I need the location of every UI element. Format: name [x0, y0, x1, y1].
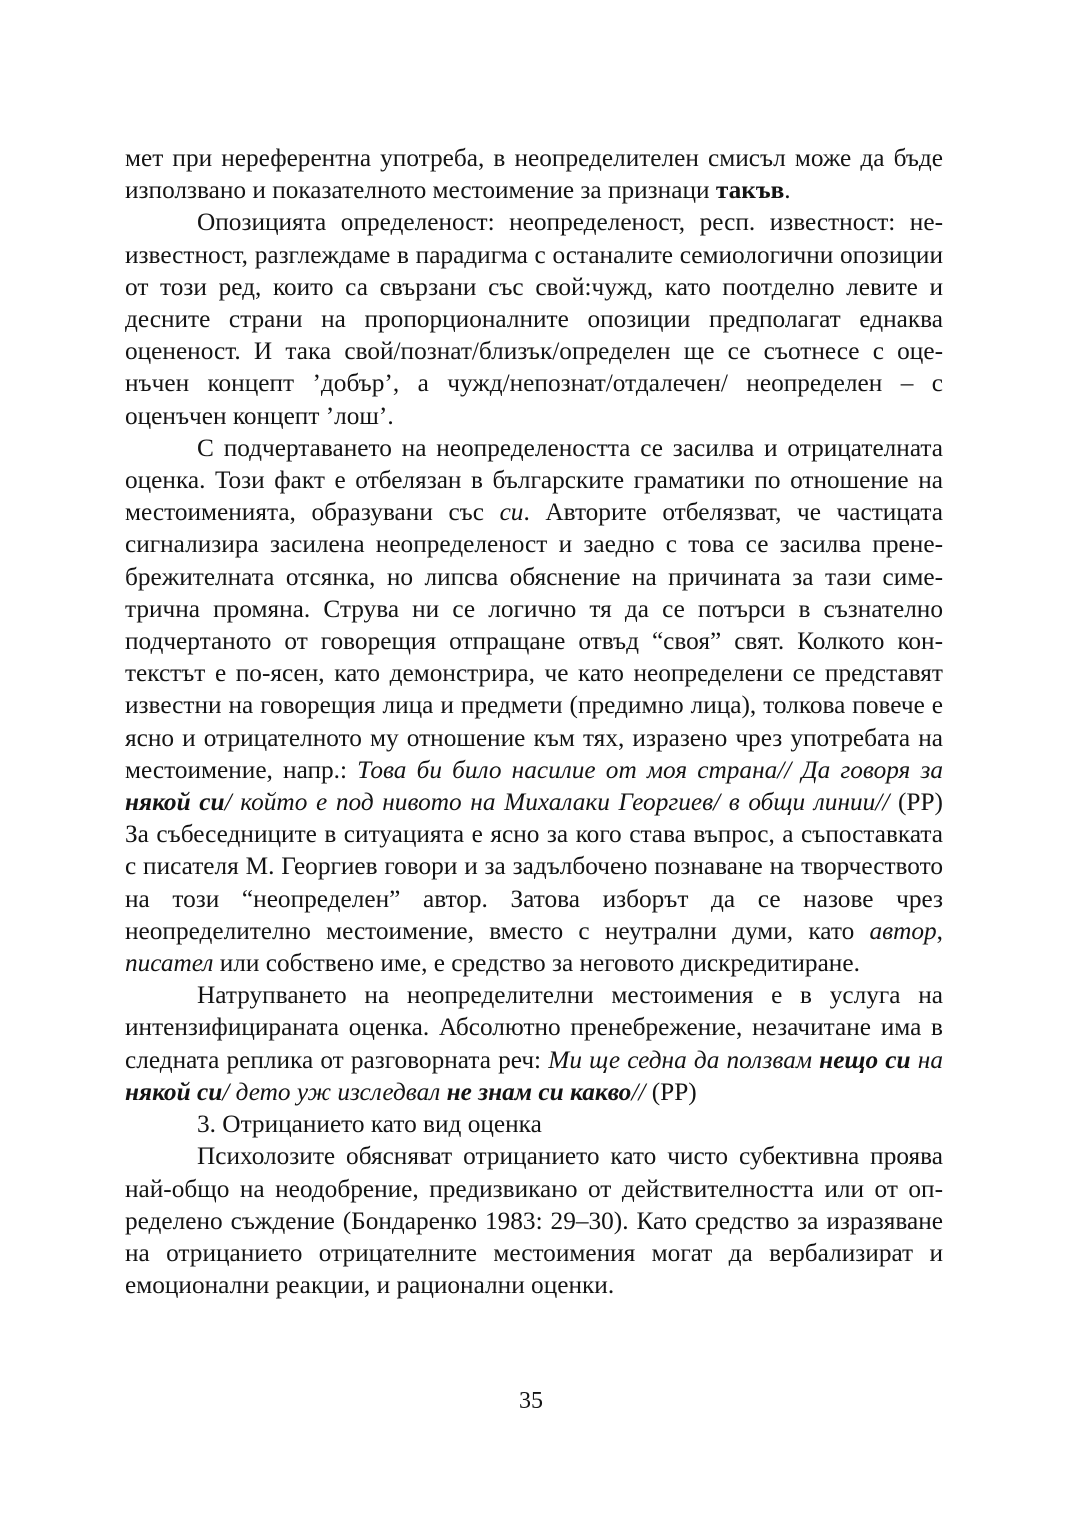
italic-text: //: [631, 1077, 646, 1106]
bold-text: такъв: [715, 176, 785, 205]
bold-italic-text: някой си: [125, 788, 225, 817]
paragraph: [125, 142, 943, 206]
italic-text: си: [499, 498, 524, 527]
text-run: С подчертаването на неопределеността се засилва и отрицателната оценка. Този факт е отбелязан в българските граматики по отношение на местоименията, образувани със: [125, 433, 943, 527]
paragraph: [125, 1108, 943, 1140]
italic-text: писател: [125, 949, 214, 978]
paragraph: [125, 206, 943, 431]
paragraph: [125, 432, 943, 979]
italic-text: автор: [869, 916, 937, 945]
page-number: 35: [519, 1388, 543, 1414]
italic-text: / който е под нивото на Михалаки Георгиев/ в общи линии//: [224, 788, 890, 817]
text-run: Психолозите обясняват отрицанието като чисто субективна проява най-общо на неодобрение, предизвикано от действителността или от определено съждение (Бондаренко 1983: 29–30). Като средство за изразяване на отрицанието отрицателните местоимения могат да вербализират и емоционални реакции, и рационални оценки.: [125, 1142, 943, 1300]
italic-text: / дето уж изследвал: [222, 1077, 447, 1106]
text-run: Натрупването на неопределителни местоимения е в услуга на интензифицираната оценка. Абсолютно пренебрежение, незачитане има в следната реплика от разговорната реч:: [125, 981, 943, 1074]
bold-italic-text: нещо си: [819, 1045, 911, 1074]
text-run: .: [784, 176, 791, 205]
text-run: (РР): [645, 1077, 697, 1106]
text-run: ,: [936, 916, 943, 945]
bold-italic-text: някой си: [125, 1077, 223, 1106]
text-run: или собствено име, е средство за неговото дискредитиране.: [213, 949, 860, 978]
text-run: 3. Отрицанието като вид оценка: [197, 1110, 542, 1139]
bold-italic-text: не знам си какво: [446, 1077, 632, 1106]
body-text: [125, 142, 943, 1301]
text-run: мет при нереферентна употреба, в неопределителен смисъл може да бъде използвано и показателното местоимение за признаци: [125, 144, 943, 205]
paragraph: [125, 979, 943, 1108]
text-run: Опозицията определеност: неопределеност, респ. известност: неизвестност, разглеждаме в парадигма с останалите семиологични опозиции от този ред, които са свързани със свой:чужд, като поотделно левите и десните страни на пропорционалните опозиции предполагат еднаква оцененост. И така свой/познат/близък/определен ще се съотнесе с оценъчен концепт ’добър’, а чужд/непознат/отдалечен/ неопределен – с оценъчен концепт ’лош’.: [125, 208, 943, 430]
italic-text: на: [910, 1045, 943, 1074]
text-run: . Авторите отбелязват, че частицата сигнализира засилена неопределеност и заедно с това се засилва пренебрежителната отсянка, но липсва обяснение на причината за тази симетрична промяна. Струва ни се логично тя да се потърси в съзнателно подчертаното от говорещия отпращане отвъд “своя” свят. Колкото контекстът е по-ясен, като демонстрира, че като неопределени се представят известни на говорещия лица и предмети (предимно лица), толкова повече е ясно и отрицателното му отношение към тях, изразено чрез употребата на местоимение, напр.:: [125, 498, 943, 784]
italic-text: Това би било насилие от моя страна// Да говоря за: [357, 755, 943, 784]
text-run: (РР) За събеседниците в ситуацията е ясно за кого става въпрос, а съпоставката с писателя М. Георгиев говори и за задълбочено познаване на творчеството на този “неопределен” автор. Затова изборът да се назове чрез неопределително местоимение, вместо с неутрални думи, като: [125, 788, 943, 945]
italic-text: Ми ще седна да ползвам: [548, 1045, 820, 1074]
paragraph: [125, 1140, 943, 1301]
